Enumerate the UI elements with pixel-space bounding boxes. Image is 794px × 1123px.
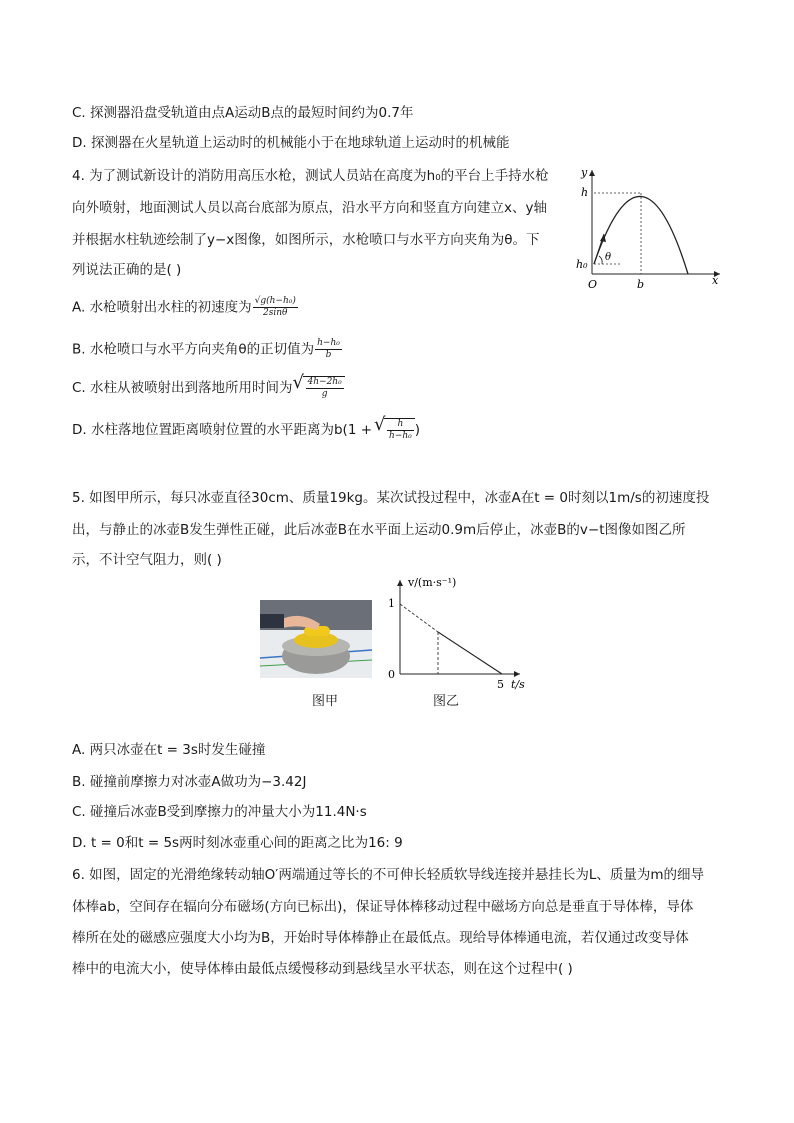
q5-option-a: A. 两只冰壶在t = 3s时发生碰撞 <box>72 742 266 758</box>
q5-vt-graph <box>380 572 540 694</box>
q4-option-a-fraction: $\frac{\text{√g(h−h₀)}}{2\sin\theta}$ <box>254 296 296 318</box>
q4-option-b-fraction: $\frac{\text{h−h₀}}{b}$ <box>317 338 340 360</box>
q3-option-c: C. 探测器沿盘受轨道由点A运动B点的最短时间约为0.7年 <box>72 105 414 121</box>
vt-x-tick-5: 5 <box>497 678 504 691</box>
q3-option-d: D. 探测器在火星轨道上运动时的机械能小于在地球轨道上运动时的机械能 <box>72 135 510 151</box>
q4-option-a-text: A. 水枪喷射出水柱的初速度为 <box>72 299 252 316</box>
caption-figure-a: 图甲 <box>312 694 339 709</box>
q4-stem-line-2: 向外喷射，地面测试人员以高台底部为原点，沿水平方向和竖直方向建立x、y轴 <box>72 200 547 216</box>
q4-option-c <box>72 376 345 400</box>
q4-option-b <box>72 338 343 361</box>
curling-stone-photo <box>260 600 372 678</box>
vt-origin: 0 <box>388 668 395 681</box>
graph-origin-label: O <box>588 278 598 291</box>
q4-option-c-sqrt: √ $\frac{\text{4h−2h₀}}{g}$ <box>303 376 345 400</box>
q4-option-d: D. 水柱落地位置距离喷射位置的水平距离为b(1 + √ $\frac{h}{\text{h−h₀}}$ ) <box>72 418 420 442</box>
q5-stem-line-3: 示，不计空气阻力，则( ) <box>72 552 222 568</box>
q6-stem-line-3: 棒所在处的磁感应强度大小均为B，开始时导体棒静止在最低点。现给导体棒通电流，若仅通过改变导体 <box>72 930 689 946</box>
q4-stem-line-3: 并根据水柱轨迹绘制了y−x图像，如图所示，水枪喷口与水平方向夹角为θ。下 <box>72 232 540 248</box>
q5-option-c: C. 碰撞后冰壶B受到摩擦力的冲量大小为11.4N·s <box>72 804 367 820</box>
graph-h0-label: h₀ <box>576 258 588 271</box>
vt-y-axis-label: v/(m·s⁻¹) <box>408 576 457 589</box>
graph-h-label: h <box>581 186 589 199</box>
q4-stem-line-4: 列说法正确的是( ) <box>72 262 182 278</box>
graph-theta-label: θ <box>605 252 612 263</box>
q4-option-c-text: C. 水柱从被喷射出到落地所用时间为 <box>72 380 293 396</box>
q6-stem-line-1: 6. 如图，固定的光滑绝缘转动轴O′两端通过等长的不可伸长轻质软导线连接并悬挂长为L、质量为m的细导 <box>72 867 705 883</box>
q4-option-d-text: D. 水柱落地位置距离喷射位置的水平距离为b(1 + <box>72 422 373 438</box>
graph-y-label: y <box>581 166 588 179</box>
graph-b-label: b <box>637 278 645 291</box>
q4-option-a <box>72 296 299 319</box>
q6-stem-line-4: 棒中的电流大小，使导体棒由最低点缓慢移动到悬线呈水平状态，则在这个过程中( ) <box>72 961 573 977</box>
q6-stem-line-2: 体棒ab，空间存在辐向分布磁场(方向已标出)，保证导体棒移动过程中磁场方向总是垂直于导体棒，导体 <box>72 899 694 915</box>
graph-x-label: x <box>712 274 719 287</box>
q5-option-d: D. t = 0和t = 5s两时刻冰壶重心间的距离之比为16: 9 <box>72 835 403 851</box>
vt-x-axis-label: t/s <box>511 678 525 691</box>
q4-trajectory-graph <box>572 162 732 294</box>
caption-figure-b: 图乙 <box>433 694 460 709</box>
q5-stem-line-2: 出，与静止的冰壶B发生弹性正碰，此后冰壶B在水平面上运动0.9m后停止，冰壶B的v−t图像如图乙所 <box>72 522 686 538</box>
q4-option-b-text: B. 水枪喷口与水平方向夹角θ的正切值为 <box>72 341 315 358</box>
q4-option-d-sqrt: √ $\frac{h}{\text{h−h₀}}$ <box>384 418 415 442</box>
q5-option-b: B. 碰撞前摩擦力对冰壶A做功为−3.42J <box>72 774 307 790</box>
vt-y-tick-1: 1 <box>388 597 395 610</box>
q4-stem-line-1: 4. 为了测试新设计的消防用高压水枪，测试人员站在高度为h₀的平台上手持水枪 <box>72 168 549 184</box>
q5-stem-line-1: 5. 如图甲所示，每只冰壶直径30cm、质量19kg。某次试投过程中，冰壶A在t = 0时刻以1m/s的初速度投 <box>72 490 710 506</box>
